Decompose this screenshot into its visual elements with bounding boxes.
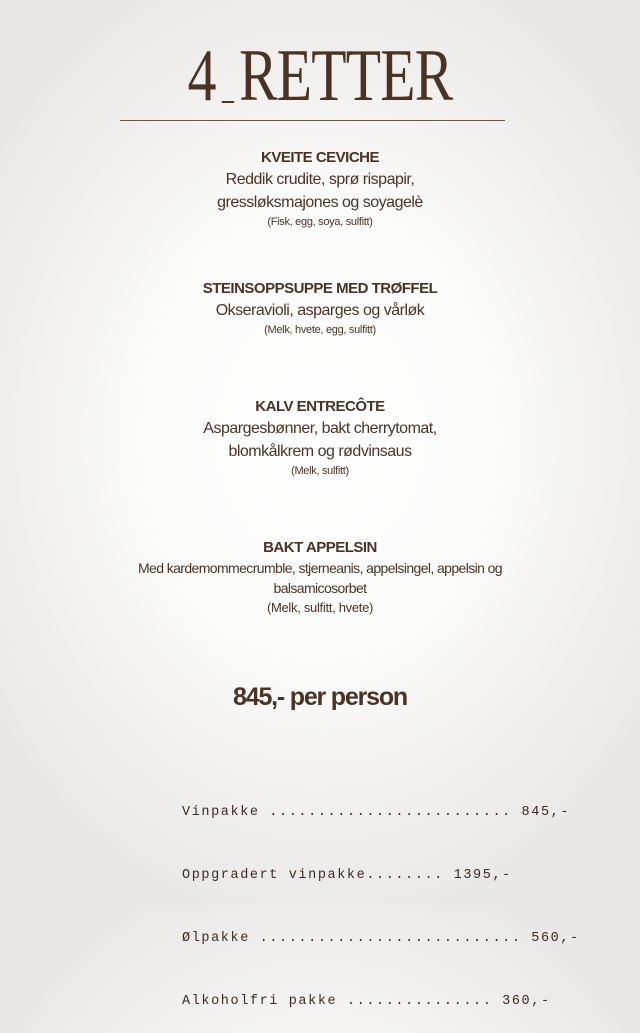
wine-package-item: Vinpakke ......................... 845,- (182, 805, 571, 820)
dish-3 (0, 397, 640, 479)
dish-description-line: Reddik crudite, sprø rispapir, (225, 171, 415, 188)
dish-allergens: (Melk, sulfitt, hvete) (266, 600, 374, 615)
dish-description-line: blomkålkrem og rødvinsaus (228, 443, 412, 460)
dish-name: BAKT APPELSIN (263, 539, 377, 556)
dish-name: KALV ENTRECÔTE (255, 398, 385, 415)
menu-title (70, 34, 569, 119)
wine-package-item: Alkoholfri pakke ............... 360,- (182, 994, 551, 1009)
wine-package-item: Oppgradert vinpakke........ 1395,- (182, 868, 512, 883)
dish-allergens: (Fisk, egg, soya, sulfitt) (267, 216, 373, 228)
dish-4 (0, 538, 640, 618)
price-per-person: 845,- per person (233, 683, 407, 711)
wine-package-list (182, 760, 580, 1033)
title-word: RETTER (239, 35, 453, 117)
dish-allergens: (Melk, sulfitt) (291, 465, 349, 477)
dish-description-line: Med kardemommecrumble, stjerneanis, appelsingel, appelsin og (138, 560, 502, 576)
dish-2 (0, 279, 640, 338)
title-divider (120, 120, 505, 121)
dish-description-line: balsamicosorbet (273, 580, 367, 596)
dish-description-line: gressløksmajones og soyagelè (217, 194, 423, 211)
dish-description-line: Okseravioli, asparges og vårløk (215, 302, 425, 319)
dish-name: STEINSOPPSUPPE MED TRØFFEL (202, 280, 438, 297)
wine-package-item: Ølpakke ........................... 560,- (182, 931, 580, 946)
dish-name: KVEITE CEVICHE (260, 149, 380, 166)
title-dash (222, 101, 234, 103)
dish-1 (0, 148, 640, 230)
title-number: 4 (187, 35, 216, 117)
dish-allergens: (Melk, hvete, egg, sulfitt) (264, 324, 376, 336)
dish-description-line: Aspargesbønner, bakt cherrytomat, (203, 420, 437, 437)
